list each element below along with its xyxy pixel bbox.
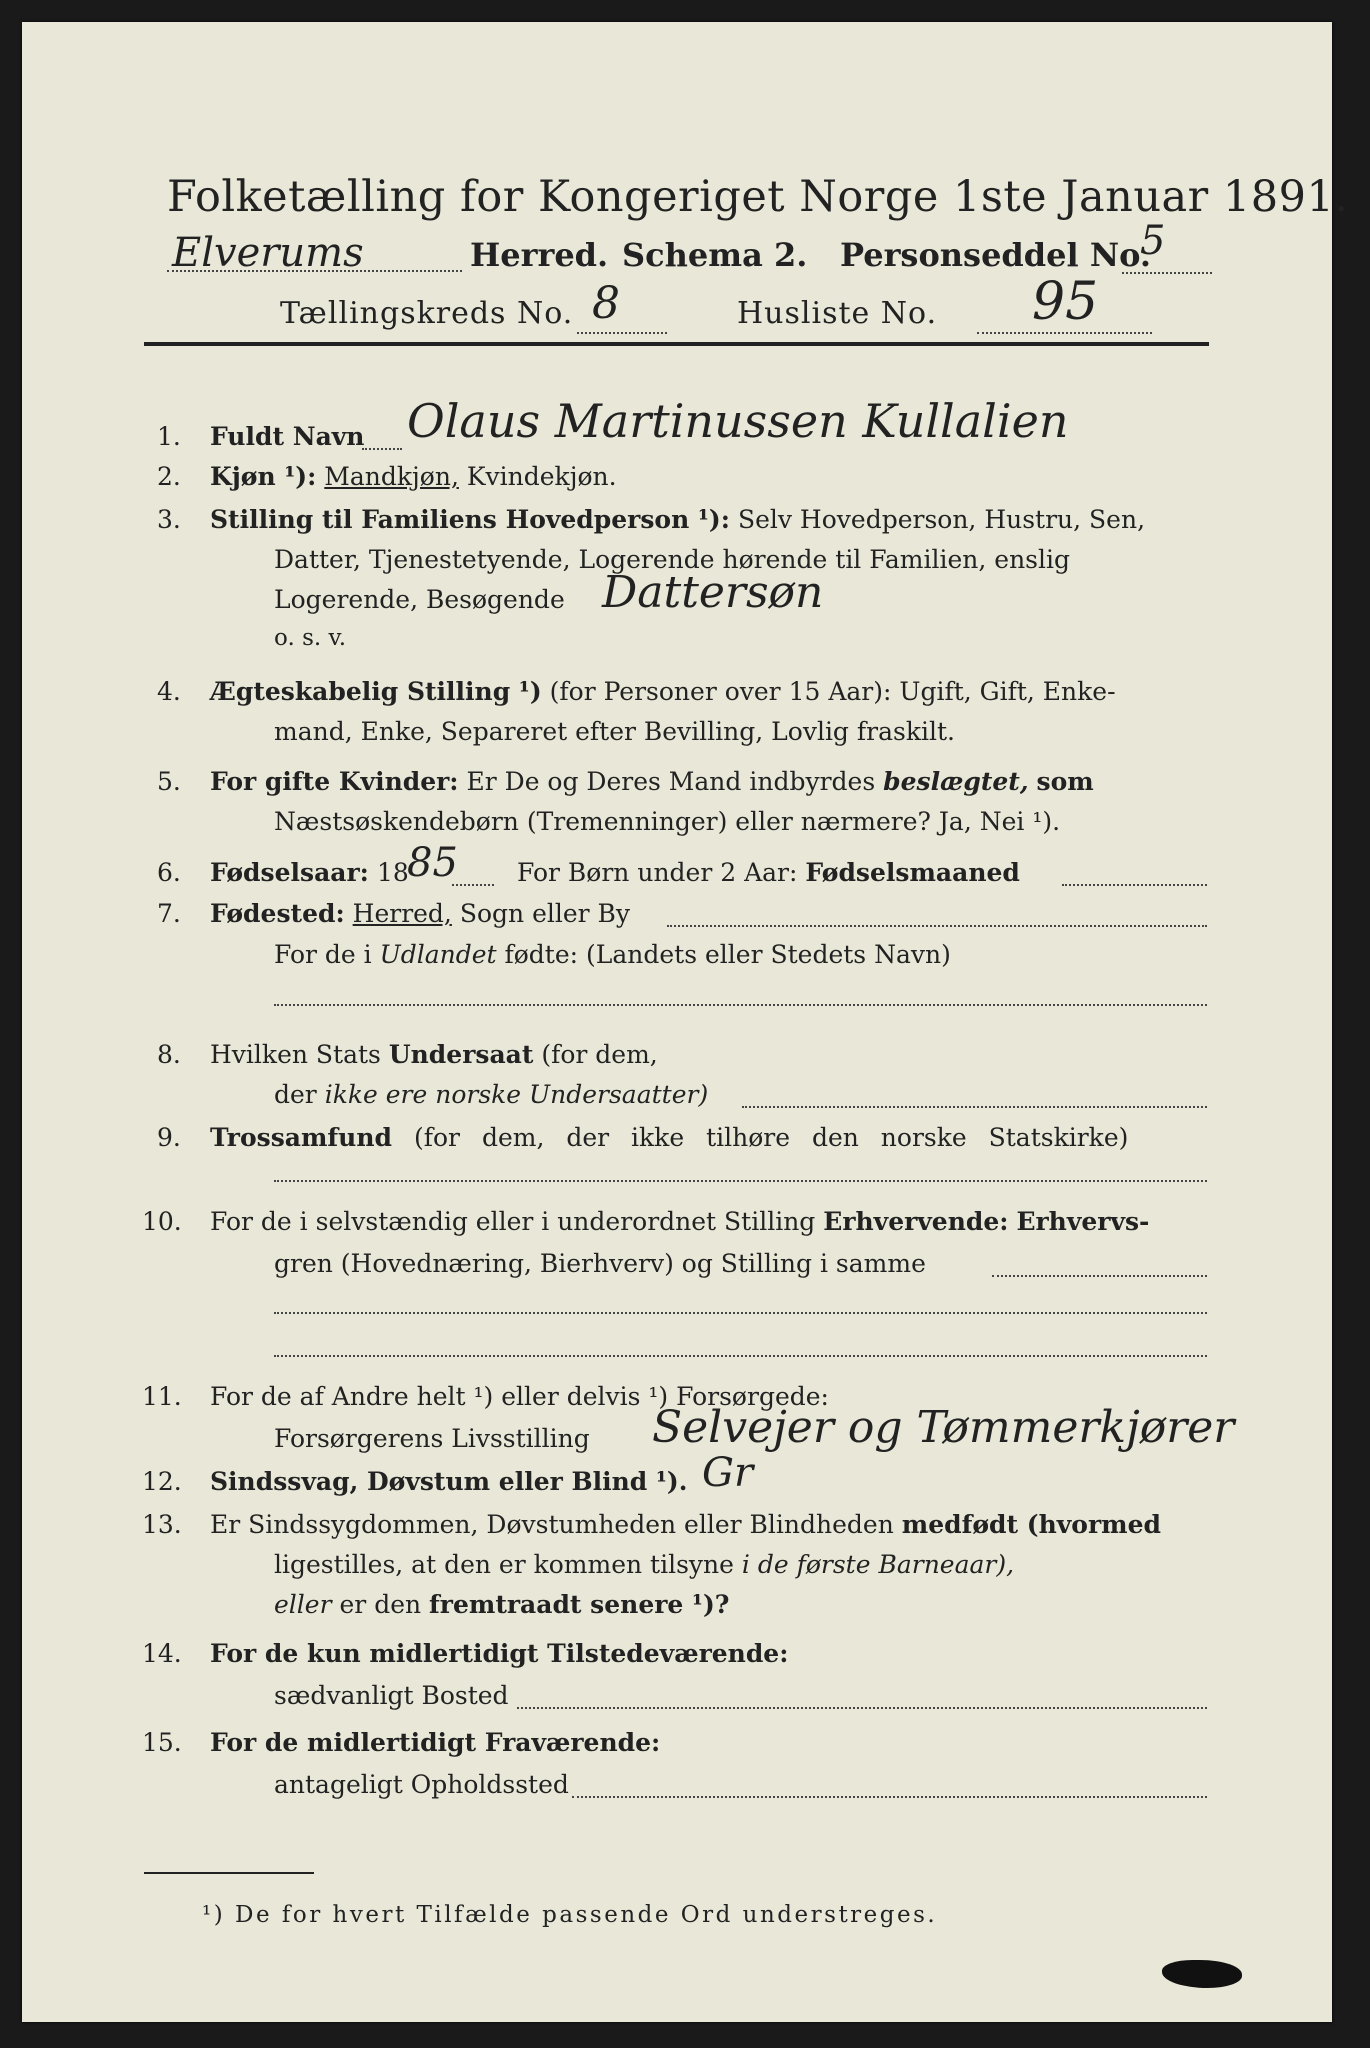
q15-line2: antageligt Opholdssted bbox=[274, 1770, 569, 1799]
q11-provider-value: Selvejer og Tømmerkjører bbox=[652, 1402, 1235, 1453]
q10-dots-3 bbox=[274, 1355, 1207, 1357]
q12-value: Gr bbox=[702, 1450, 754, 1496]
q15-line1: For de midlertidigt Fraværende: bbox=[210, 1728, 661, 1757]
q14-line2: sædvanligt Bosted bbox=[274, 1681, 509, 1710]
q15-number: 15. bbox=[142, 1728, 182, 1757]
q3-label: Stilling til Familiens Hovedperson ¹): bbox=[210, 505, 730, 534]
q6-year-prefix: 18 bbox=[377, 858, 409, 887]
q15-dots bbox=[572, 1796, 1207, 1798]
footnote-rule bbox=[144, 1872, 314, 1874]
q7-line2b: Udlandet bbox=[379, 940, 497, 969]
q14-line1: For de kun midlertidigt Tilstedeværende: bbox=[210, 1639, 789, 1668]
q4-line2: mand, Enke, Separeret efter Bevilling, Lovlig fraskilt. bbox=[274, 717, 955, 746]
q5-label: For gifte Kvinder: bbox=[210, 767, 459, 796]
husliste-value: 95 bbox=[1032, 272, 1099, 332]
q8-dots bbox=[742, 1106, 1207, 1108]
q7-line2c: fødte: (Landets eller Stedets Navn) bbox=[504, 940, 951, 969]
q7-option-herred: Herred, bbox=[352, 899, 452, 928]
q7-label: Fødested: bbox=[210, 899, 345, 928]
q13-line1a: Er Sindssygdommen, Døvstumheden eller Blindheden bbox=[210, 1510, 894, 1539]
footnote-text: ¹) De for hvert Tilfælde passende Ord understreges. bbox=[202, 1902, 938, 1928]
personseddel-label: Personseddel No. bbox=[840, 236, 1151, 274]
q8-number: 8. bbox=[157, 1040, 181, 1069]
q7-line1: Sogn eller By bbox=[459, 899, 631, 928]
q6-line2: For Børn under 2 Aar: bbox=[517, 858, 798, 887]
q3-line3: Logerende, Besøgende bbox=[274, 585, 565, 614]
q13-line3b: er den bbox=[339, 1590, 422, 1619]
q9-dots bbox=[274, 1180, 1207, 1182]
q8-line1: (for dem, bbox=[541, 1040, 658, 1069]
q6-label: Fødselsaar: bbox=[210, 858, 369, 887]
q9-label: Trossamfund bbox=[210, 1123, 393, 1152]
herred-label: Herred. bbox=[470, 236, 609, 274]
taellingskreds-label: Tællingskreds No. bbox=[280, 296, 574, 331]
q5-line1-emph: beslægtet, bbox=[883, 767, 1029, 796]
q9-line1: (for dem, der ikke tilhøre den norske Statskirke) bbox=[413, 1123, 1129, 1152]
q3-line1: Selv Hovedperson, Hustru, Sen, bbox=[737, 505, 1146, 534]
q13-line2a: ligestilles, at den er kommen tilsyne bbox=[274, 1550, 734, 1579]
personseddel-value: 5 bbox=[1140, 218, 1166, 264]
q13-line3c: fremtraadt senere ¹)? bbox=[429, 1590, 730, 1619]
q9-number: 9. bbox=[157, 1123, 181, 1152]
q13-line3a: eller bbox=[274, 1590, 332, 1619]
q5-number: 5. bbox=[157, 767, 181, 796]
q10-label-c: Erhvervs- bbox=[1016, 1207, 1150, 1236]
q6-month-dots bbox=[1062, 884, 1207, 886]
q4-number: 4. bbox=[157, 677, 181, 706]
q4-label: Ægteskabelig Stilling ¹) bbox=[210, 677, 542, 706]
q13-line1b: medfødt (hvormed bbox=[901, 1510, 1161, 1539]
q2-option-mandkjon: Mandkjøn, bbox=[324, 462, 459, 491]
q3-relation-value: Dattersøn bbox=[602, 567, 824, 618]
ink-blot bbox=[1162, 1960, 1242, 1988]
q7-line2a: For de i bbox=[274, 940, 372, 969]
q11-number: 11. bbox=[142, 1382, 182, 1411]
q13-line2b: i de første Barneaar), bbox=[741, 1550, 1015, 1579]
q10-dots-1 bbox=[992, 1275, 1207, 1277]
q10-line2: gren (Hovednæring, Bierhverv) og Stilling i samme bbox=[274, 1249, 926, 1278]
q2-option-kvindekjon: Kvindekjøn. bbox=[466, 462, 617, 491]
q14-dots bbox=[517, 1707, 1207, 1709]
q6-month-label: Fødselsmaaned bbox=[805, 858, 1020, 887]
q5-line1-end: som bbox=[1036, 767, 1094, 796]
q6-year-value: 85 bbox=[407, 840, 458, 886]
q11-line1: For de af Andre helt ¹) eller delvis ¹) Forsørgede: bbox=[210, 1382, 829, 1411]
form-title: Folketælling for Kongeriget Norge 1ste Januar 1891. bbox=[167, 172, 1349, 222]
taellingskreds-value: 8 bbox=[592, 278, 620, 329]
husliste-dots bbox=[977, 332, 1152, 334]
q7-dots bbox=[667, 925, 1207, 927]
q1-number: 1. bbox=[157, 422, 181, 451]
q6-year-dots bbox=[452, 884, 494, 886]
q10-label-b: Erhvervende: bbox=[823, 1207, 1009, 1236]
q8-label: Hvilken Stats bbox=[210, 1040, 381, 1069]
q2-number: 2. bbox=[157, 462, 181, 491]
q7-number: 7. bbox=[157, 899, 181, 928]
header-rule bbox=[144, 342, 1209, 346]
husliste-label: Husliste No. bbox=[737, 296, 938, 331]
q11-line2: Forsørgerens Livsstilling bbox=[274, 1424, 590, 1453]
schema-label: Schema 2. bbox=[622, 236, 808, 274]
q4-line1: (for Personer over 15 Aar): Ugift, Gift, Enke- bbox=[549, 677, 1116, 706]
q1-name-value: Olaus Martinussen Kullalien bbox=[407, 394, 1069, 448]
q10-label: For de i selvstændig eller i underordnet Stilling bbox=[210, 1207, 816, 1236]
census-form-sheet bbox=[22, 22, 1349, 2022]
q1-dots bbox=[362, 448, 402, 450]
q12-number: 12. bbox=[142, 1467, 182, 1496]
q1-label: Fuldt Navn bbox=[210, 422, 365, 451]
q8-label-b: Undersaat bbox=[388, 1040, 534, 1069]
q5-line2: Næstsøskendebørn (Tremenninger) eller nærmere? Ja, Nei ¹). bbox=[274, 807, 1061, 836]
q3-line2: Datter, Tjenestetyende, Logerende hørende til Familien, enslig bbox=[274, 545, 1071, 574]
herred-dots bbox=[167, 270, 462, 272]
q3-line4: o. s. v. bbox=[274, 625, 347, 651]
q13-number: 13. bbox=[142, 1510, 182, 1539]
personseddel-dots bbox=[1122, 272, 1212, 274]
q14-number: 14. bbox=[142, 1639, 182, 1668]
q10-dots-2 bbox=[274, 1312, 1207, 1314]
q10-number: 10. bbox=[142, 1207, 182, 1236]
q8-line2b: ikke ere norske Undersaatter) bbox=[324, 1080, 709, 1109]
q6-number: 6. bbox=[157, 858, 181, 887]
q12-label: Sindssvag, Døvstum eller Blind ¹). bbox=[210, 1467, 688, 1496]
q2-label: Kjøn ¹): bbox=[210, 462, 317, 491]
taellingskreds-dots bbox=[577, 332, 667, 334]
q8-line2a: der bbox=[274, 1080, 317, 1109]
q3-number: 3. bbox=[157, 505, 181, 534]
q5-line1: Er De og Deres Mand indbyrdes bbox=[466, 767, 876, 796]
q7-country-dots bbox=[274, 1004, 1207, 1006]
herred-value: Elverums bbox=[172, 230, 364, 276]
